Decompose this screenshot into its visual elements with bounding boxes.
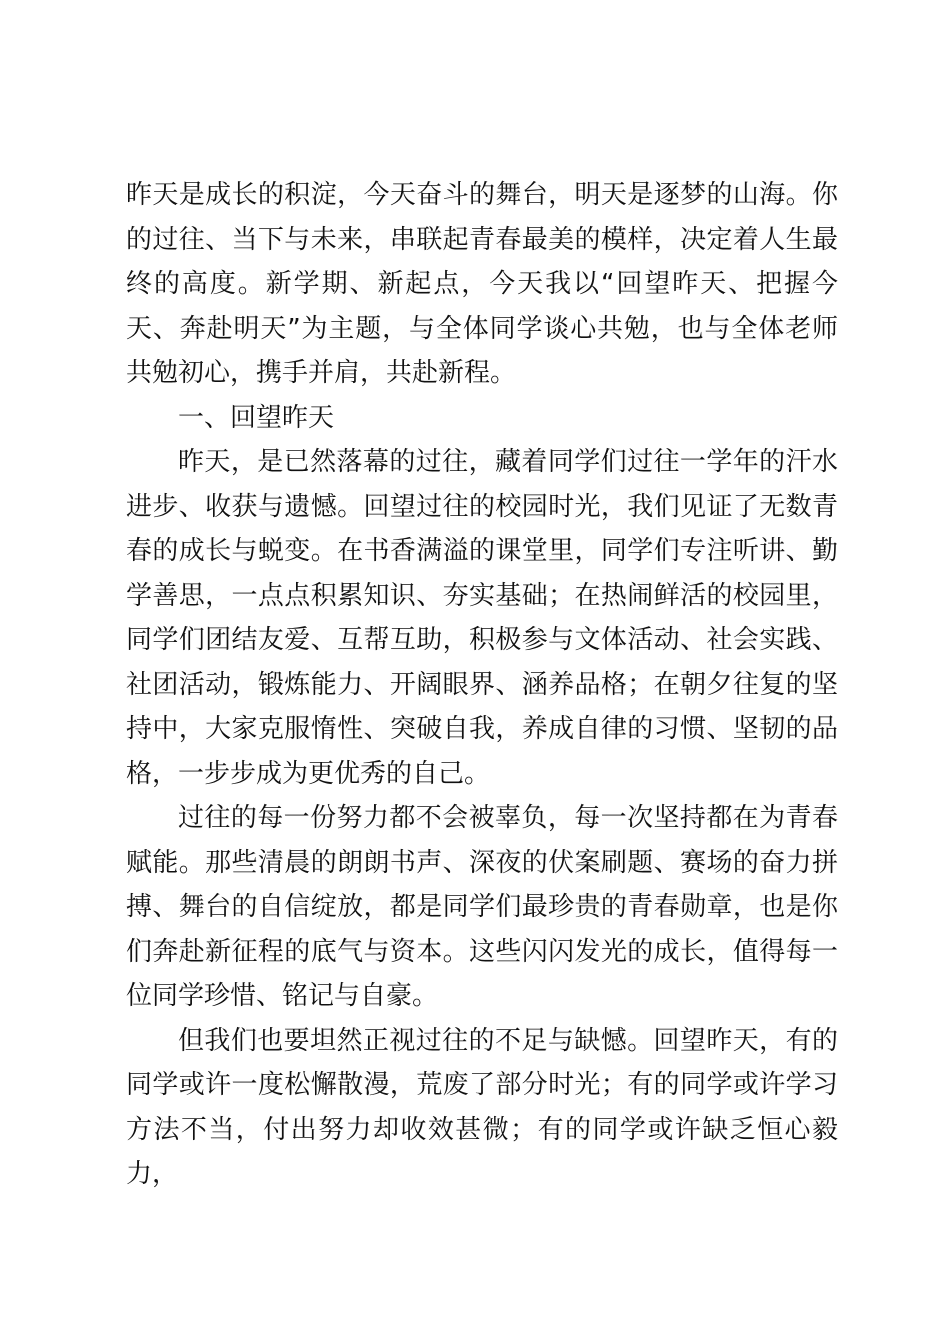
intro-paragraph: 昨天是成长的积淀，今天奋斗的舞台，明天是逐梦的山海。你的过往、当下与未来，串联起青春最美的模样，决定着人生最终的高度。新学期、新起点，今天我以“回望昨天、把握今天、奔赴明天”为主题，与全体同学谈心共勉，也与全体老师共勉初心，携手并肩，共赴新程。 xyxy=(126,180,838,388)
document-body xyxy=(126,173,838,1197)
section-paragraph-2: 过往的每一份努力都不会被辜负，每一次坚持都在为青春赋能。那些清晨的朗朗书声、深夜的伏案刷题、赛场的奋力拼搏、舞台的自信绽放，都是同学们最珍贵的青春勋章，也是你们奔赴新征程的底气与资本。这些闪闪发光的成长，值得每一位同学珍惜、铭记与自豪。 xyxy=(126,803,838,1011)
section-heading: 一、回望昨天 xyxy=(178,402,335,433)
section-paragraph-1: 昨天，是已然落幕的过往，藏着同学们过往一学年的汗水进步、收获与遗憾。回望过往的校园时光，我们见证了无数青春的成长与蜕变。在书香满溢的课堂里，同学们专注听讲、勤学善思，一点点积累知识、夯实基础；在热闹鲜活的校园里，同学们团结友爱、互帮互助，积极参与文体活动、社会实践、社团活动，锻炼能力、开阔眼界、涵养品格；在朝夕往复的坚持中，大家克服惰性、突破自我，养成自律的习惯、坚韧的品格，一步步成为更优秀的自己。 xyxy=(126,447,838,789)
section-paragraph-3: 但我们也要坦然正视过往的不足与缺憾。回望昨天，有的同学或许一度松懈散漫，荒废了部分时光；有的同学或许学习方法不当，付出努力却收效甚微；有的同学或许缺乏恒心毅力， xyxy=(126,1025,838,1189)
